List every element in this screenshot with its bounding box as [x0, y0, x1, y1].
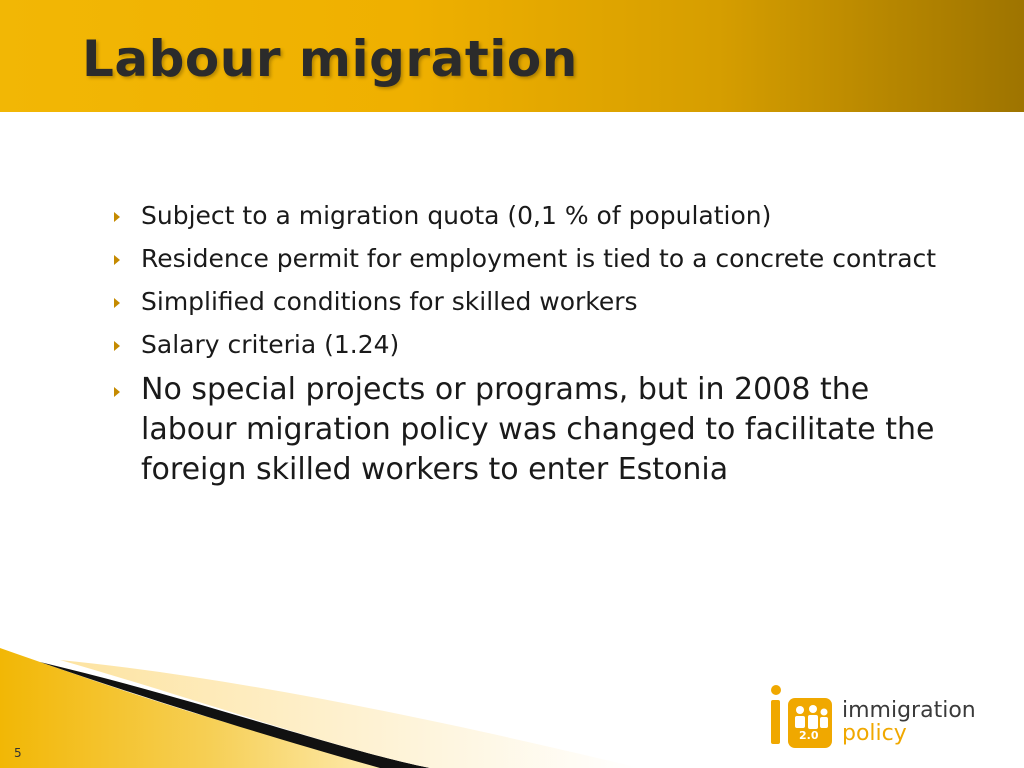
bullet-arrow-icon: [114, 341, 120, 351]
bullet-item: [112, 198, 962, 234]
slide-content: [112, 198, 962, 497]
bullet-text: No special projects or programs, but in 2008 the labour migration policy was changed to facilitate the foreign skilled workers to enter Estonia: [141, 372, 935, 487]
bullet-item: [112, 370, 962, 490]
page-number: 5: [14, 746, 22, 760]
bullet-arrow-icon: [114, 387, 120, 397]
logo-version: 2.0: [799, 729, 819, 742]
bullet-item: [112, 241, 962, 277]
logo-text-immigration: immigration: [842, 698, 976, 723]
bullet-arrow-icon: [114, 255, 120, 265]
logo-text-policy: policy: [842, 721, 907, 746]
bullet-text: Salary criteria (1.24): [141, 330, 400, 359]
bullet-arrow-icon: [114, 212, 120, 222]
bullet-list: [112, 198, 962, 490]
bullet-text: Subject to a migration quota (0,1 % of population): [141, 201, 772, 230]
bullet-item: [112, 284, 962, 320]
bullet-text: Residence permit for employment is tied to a concrete contract: [141, 244, 937, 273]
bullet-arrow-icon: [114, 298, 120, 308]
bullet-item: [112, 327, 962, 363]
bullet-text: Simplified conditions for skilled workers: [141, 287, 638, 316]
slide-title: Labour migration: [82, 30, 578, 88]
